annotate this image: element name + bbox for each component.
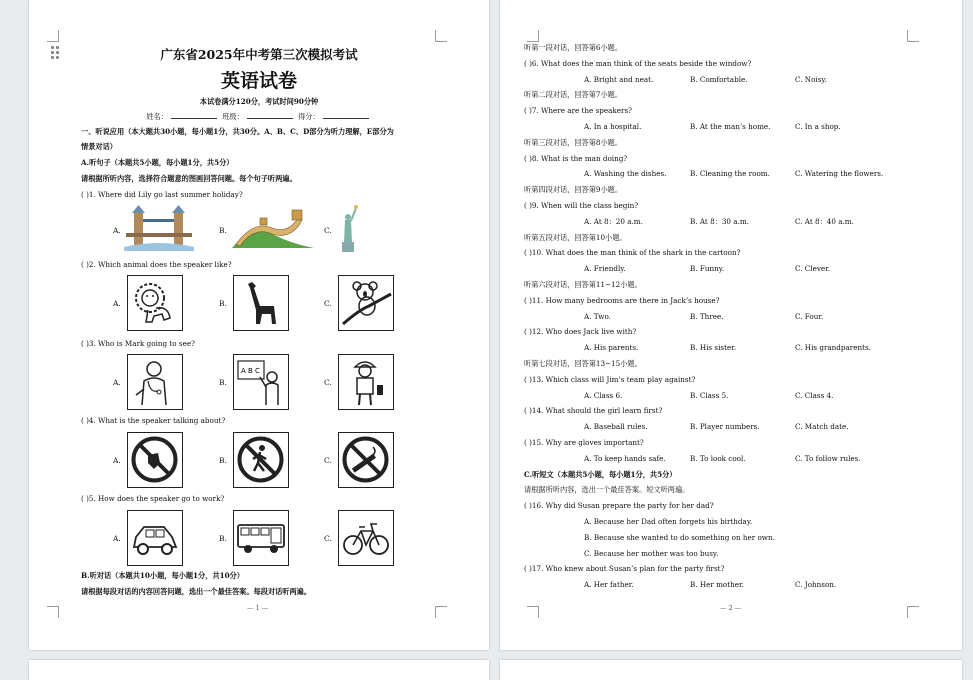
margin-corner-mark [907,606,919,618]
name-blank [171,118,217,119]
section-instruction: 听第六段对话，回答第11~12小题。 [524,280,642,289]
answer-option-a: A. Her father. [584,580,634,590]
document-page-1 [29,0,489,650]
answer-option-b: B. At the man’s home. [690,122,771,131]
answer-option-a: A. At 8：20 a.m. [584,216,643,226]
answer-option-b: B. Three. [690,311,724,321]
answer-option-a: A. Friendly. [584,264,626,274]
option-a-label: A. [113,378,121,387]
name-label: 姓名： [146,112,168,121]
part-c-title: C.听短文（本题共5小题，每小题1分，共5分） [524,469,677,479]
question-4: ( )4. What is the speaker talking about? [81,416,226,425]
question: ( )11. How many bedrooms are there in Jack’s house? [524,295,720,305]
section-instruction: 听第二段对话，回答第7小题。 [524,90,623,100]
answer-option-a: A. Baseball rules. [584,422,648,432]
part-b-title: B.听对话（本题共10小题，每小题1分，共10分） [81,571,244,580]
section-instruction: 请根据所听内容，选出一个最佳答案。短文听两遍。 [524,485,690,495]
exam-title: 广东省2025年中考第三次模拟考试 [160,47,358,62]
score-blank [323,118,369,119]
margin-corner-mark [435,606,447,618]
section-instruction: 听第三段对话，回答第8小题。 [524,137,623,147]
document-page-3 [29,660,489,680]
answer-option-a: A. To keep hands safe. [584,453,666,463]
question: ( )16. Why did Susan prepare the party for her dad? [524,501,714,511]
answer-option-b: B. Player numbers. [690,422,760,432]
doctor-icon [127,354,183,410]
margin-corner-mark [47,30,59,42]
part-a-title: A.听句子（本题共5小题，每小题1分，共5分） [81,158,234,167]
answer-option: B. Because she wanted to do something on her own. [584,532,775,542]
answer-option-c: C. At 8：40 a.m. [795,216,854,226]
answer-option-c: C. Four. [795,311,824,321]
section-instruction: 听第七段对话，回答第13~15小题。 [524,359,642,368]
margin-corner-mark [907,30,919,42]
exam-info: 本试卷满分120分，考试时间90分钟 [199,97,319,106]
answer-option-a: A. His parents. [584,343,639,353]
question-1: ( )1. Where did Lily go last summer holiday? [81,190,243,199]
answer-option-c: C. Clever. [795,264,831,274]
svg-text:A B C: A B C [241,367,260,375]
margin-corner-mark [435,30,447,42]
teacher-icon [233,354,289,410]
question: ( )10. What does the man think of the shark in the cartoon? [524,248,741,258]
option-b-label: B. [219,456,227,465]
part-a-instruction: 请根据所听内容，选择符合题意的图画回答问题。每个句子听两遍。 [81,174,297,183]
question: ( )12. Who does Jack live with? [524,327,637,337]
great-wall-icon [232,204,314,250]
answer-option-c: C. Class 4. [795,390,834,400]
option-a-label: A. [113,456,121,465]
exam-subject: 英语试卷 [220,70,297,92]
answer-option-b: B. At 8：30 a.m. [690,216,749,226]
question: ( )8. What is the man doing? [524,153,628,163]
option-b-label: B. [219,378,227,387]
giraffe-icon [233,275,289,331]
question: ( )9. When will the class begin? [524,201,639,210]
answer-option-a: A. Two. [584,311,611,321]
part-b-instruction: 请根据每段对话的内容回答问题，选出一个最佳答案。每段对话听两遍。 [81,587,312,596]
option-c-label: C. [324,534,332,543]
question: ( )7. Where are the speakers? [524,106,633,116]
option-b-label: B. [219,534,227,543]
option-b-label: B. [219,299,227,308]
answer-option-a: A. Class 6. [584,390,623,400]
option-a-label: A. [113,534,121,543]
score-label: 得分： [298,112,320,121]
answer-option-b: B. To look cool. [690,453,746,463]
no-smoking-sign-icon [338,432,394,488]
document-page-2 [500,0,962,650]
section-heading: 一、听说应用（本大题共30小题，每小题1分，共30分。A、B、C、D部分为听力理解，E部分为 [81,127,394,136]
answer-option-b: B. Cleaning the room. [690,169,770,179]
student-info-line [29,112,489,122]
answer-option-c: C. Noisy. [795,74,827,84]
option-a-label: A. [113,226,121,235]
answer-option-c: C. Match date. [795,422,849,432]
tower-bridge-icon [124,205,194,251]
question: ( )17. Who knew about Susan’s plan for the party first? [524,564,725,574]
answer-option-b: B. Class 5. [690,390,729,400]
firefighter-icon [338,354,394,410]
bicycle-icon [338,510,394,566]
option-b-label: B. [219,226,227,235]
section-instruction: 听第四段对话，回答第9小题。 [524,185,623,195]
margin-corner-mark [47,606,59,618]
answer-option-b: B. Comfortable. [690,74,748,84]
answer-option-a: A. Bright and neat. [584,74,654,84]
document-page-4 [500,660,962,680]
question: ( )13. Which class will Jim’s team play against? [524,374,696,384]
answer-option-a: A. Washing the dishes. [584,169,667,179]
statue-of-liberty-icon [335,204,361,252]
koala-icon [338,275,394,331]
answer-option-c: C. Watering the flowers. [795,169,884,179]
margin-corner-mark [527,606,539,618]
page-number: — 2 — [720,604,742,612]
question: ( )15. Why are gloves important? [524,438,644,447]
section-heading-cont: 情景对话） [81,142,117,151]
answer-option: C. Because her mother was too busy. [584,548,719,558]
question-2: ( )2. Which animal does the speaker like? [81,260,232,269]
margin-corner-mark [527,30,539,42]
answer-option-c: C. In a shop. [795,122,841,131]
no-walking-sign-icon [233,432,289,488]
option-c-label: C. [324,378,332,387]
answer-option-b: B. His sister. [690,343,737,353]
bus-icon [233,510,289,566]
answer-option-b: B. Funny. [690,264,725,274]
section-instruction: 听第五段对话，回答第10小题。 [524,232,627,242]
answer-option-a: A. In a hospital. [584,122,642,131]
answer-option-b: B. Her mother. [690,580,744,590]
answer-option: A. Because her Dad often forgets his birthday. [584,517,753,526]
option-a-label: A. [113,299,121,308]
question-5: ( )5. How does the speaker go to work? [81,494,225,503]
question: ( )14. What should the girl learn first? [524,406,663,416]
class-label: 班级： [222,112,244,121]
question: ( )6. What does the man think of the seats beside the window? [524,58,752,68]
answer-option-c: C. His grandparents. [795,343,871,353]
lion-icon [127,275,183,331]
section-instruction: 听第一段对话，回答第6小题。 [524,43,623,52]
option-c-label: C. [324,456,332,465]
car-icon [127,510,183,566]
answer-option-c: C. Johnson. [795,580,837,590]
option-c-label: C. [324,226,332,235]
question-3: ( )3. Who is Mark going to see? [81,339,195,348]
option-c-label: C. [324,299,332,308]
page-number: — 1 — [247,604,269,612]
answer-option-c: C. To follow rules. [795,453,861,463]
class-blank [247,118,293,119]
no-food-sign-icon [127,432,183,488]
